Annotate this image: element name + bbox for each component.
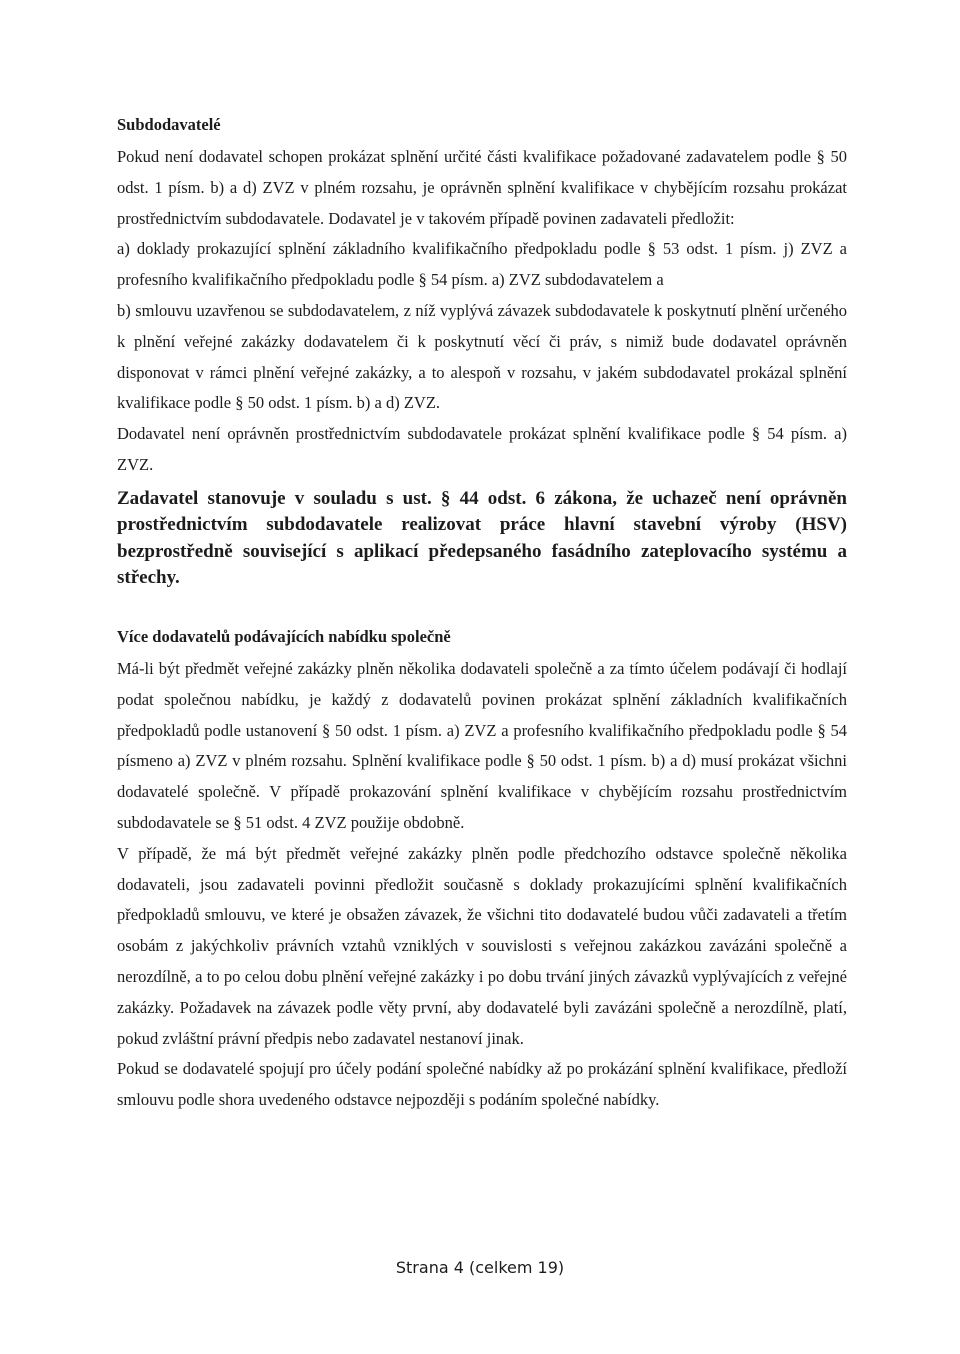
paragraph: V případě, že má být předmět veřejné zakázky plněn podle předchozího odstavce společně několika dodavateli, jsou zadavateli povinni předložit současně s doklady prokazujícími splnění kvalifikačních předpokladů smlouvu, ve které je obsažen závazek, že všichni tito dodavatelé budou vůči zadavateli a třetím osobám z jakýchkoliv právních vztahů vzniklých v souvislosti s veřejnou zakázkou zavázáni společně a nerozdílně, a to po celou dobu plnění veřejné zakázky i po dobu trvání jiných závazků vyplývajících z veřejné zakázky. Požadavek na závazek podle věty první, aby dodavatelé byli zavázáni společně a nerozdílně, platí, pokud zvláštní právní předpis nebo zadavatel nestanoví jinak.	[117, 843, 847, 1048]
paragraph: Má-li být předmět veřejné zakázky plněn několika dodavateli společně a za tímto účelem podávají či hodlají podat společnou nabídku, je každý z dodavatelů povinen prokázat splnění základních kvalifikačních předpokladů podle ustanovení § 50 odst. 1 písm. a) ZVZ a profesního kvalifikačního předpokladu podle § 54 písmeno a) ZVZ v plném rozsahu. Splnění kvalifikace podle § 50 odst. 1 písm. b) a d) musí prokázat všichni dodavatelé společně. V případě prokazování splnění kvalifikace v chybějícím rozsahu prostřednictvím subdodavatele se § 51 odst. 4 ZVZ použije obdobně.	[117, 659, 847, 832]
section-joint-bid	[117, 627, 847, 1116]
page-number-footer: Strana 4 (celkem 19)	[395, 1258, 565, 1277]
bold-statement: Zadavatel stanovuje v souladu s ust. § 44 odst. 6 zákona, že uchazeč není oprávněn prostřednictvím subdodavatele realizovat práce hlavní stavební výroby (HSV) bezprostředně související s aplikací předepsaného fasádního zateplovacího systému a střechy.	[117, 487, 847, 589]
paragraph: Pokud se dodavatelé spojují pro účely podání společné nabídky až po prokázání splnění kvalifikace, předloží smlouvu podle shora uvedeného odstavce nejpozději s podáním společné nabídky.	[117, 1059, 847, 1110]
paragraph: Pokud není dodavatel schopen prokázat splnění určité části kvalifikace požadované zadavatelem podle § 50 odst. 1 písm. b) a d) ZVZ v plném rozsahu, je oprávněn splnění kvalifikace v chybějícím rozsahu prokázat prostřednictvím subdodavatele. Dodavatel je v takovém případě povinen zadavateli předložit:	[117, 147, 847, 228]
paragraph: a) doklady prokazující splnění základního kvalifikačního předpokladu podle § 53 odst. 1 písm. j) ZVZ a profesního kvalifikačního předpokladu podle § 54 písm. a) ZVZ subdodavatelem a	[117, 239, 847, 290]
paragraph: b) smlouvu uzavřenou se subdodavatelem, z níž vyplývá závazek subdodavatele k poskytnutí plnění určeného k plnění veřejné zakázky dodavatelem či k poskytnutí věcí či práv, s nimiž bude dodavatel oprávněn disponovat v rámci plnění veřejné zakázky, a to alespoň v rozsahu, v jakém subdodavatel prokázal splnění kvalifikace podle § 50 odst. 1 písm. b) a d) ZVZ.	[117, 300, 847, 413]
section-heading: Subdodavatelé	[117, 115, 221, 134]
section-heading: Více dodavatelů podávajících nabídku společně	[117, 627, 451, 646]
section-subcontractors	[117, 115, 847, 592]
paragraph: Dodavatel není oprávněn prostřednictvím subdodavatele prokázat splnění kvalifikace podle § 54 písm. a) ZVZ.	[117, 424, 847, 474]
